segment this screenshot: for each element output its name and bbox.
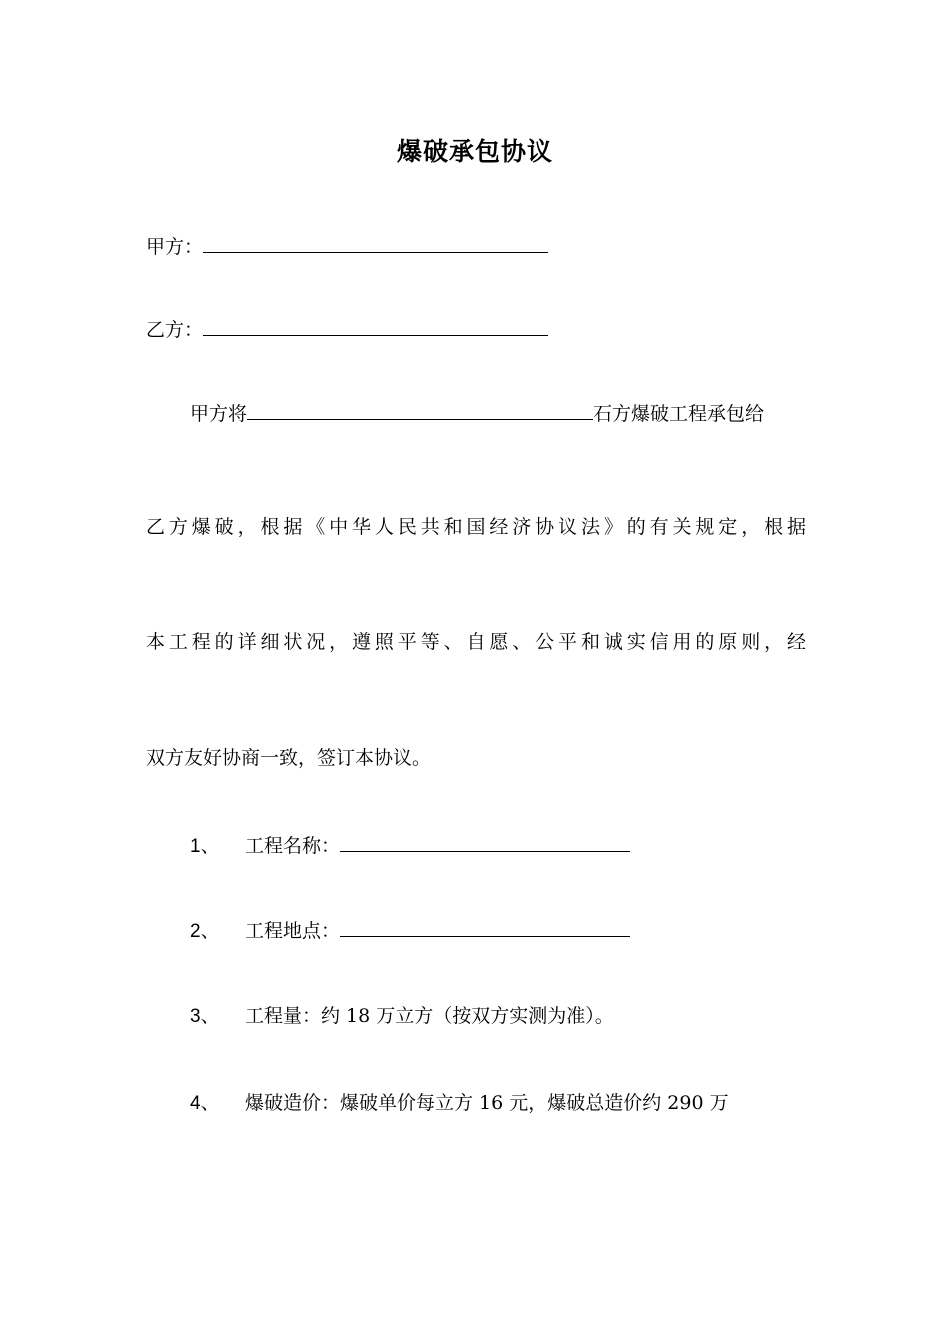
item-text: 工程量：约 18 万立方（按双方实测为准）。 [245, 1005, 614, 1027]
party-b-blank[interactable] [203, 313, 548, 336]
item-label: 工程地点： [245, 920, 341, 942]
intro-lead: 甲方将 [190, 403, 248, 425]
party-a-blank[interactable] [203, 230, 548, 253]
item-number: 1、 [190, 836, 220, 857]
party-a-label: 甲方： [146, 236, 204, 258]
item-project-name [190, 829, 630, 862]
party-a-line [146, 230, 548, 262]
intro-line-4: 双方友好协商一致，签订本协议。 [146, 747, 432, 769]
item-text: 爆破造价：爆破单价每立方 16 元，爆破总造价约 290 万 [245, 1092, 729, 1114]
item-cost [190, 1088, 729, 1119]
intro-line-3: 本工程的详细状况，遵照平等、自愿、公平和诚实信用的原则，经 [146, 631, 806, 653]
project-name-blank[interactable] [340, 829, 630, 852]
document-title: 爆破承包协议 [396, 137, 553, 166]
item-number: 2、 [190, 921, 220, 942]
party-b-line [146, 313, 548, 345]
intro-line-2: 乙方爆破，根据《中华人民共和国经济协议法》的有关规定，根据 [146, 516, 806, 538]
project-blank[interactable] [247, 397, 593, 420]
item-label: 工程名称： [245, 835, 341, 857]
intro-line-1 [190, 397, 764, 429]
item-number: 3、 [190, 1006, 220, 1027]
party-b-label: 乙方： [146, 319, 204, 341]
intro-after-blank: 石方爆破工程承包给 [593, 403, 765, 425]
item-quantity [190, 1001, 614, 1032]
item-number: 4、 [190, 1093, 220, 1114]
project-location-blank[interactable] [340, 914, 630, 937]
item-project-location [190, 914, 630, 947]
